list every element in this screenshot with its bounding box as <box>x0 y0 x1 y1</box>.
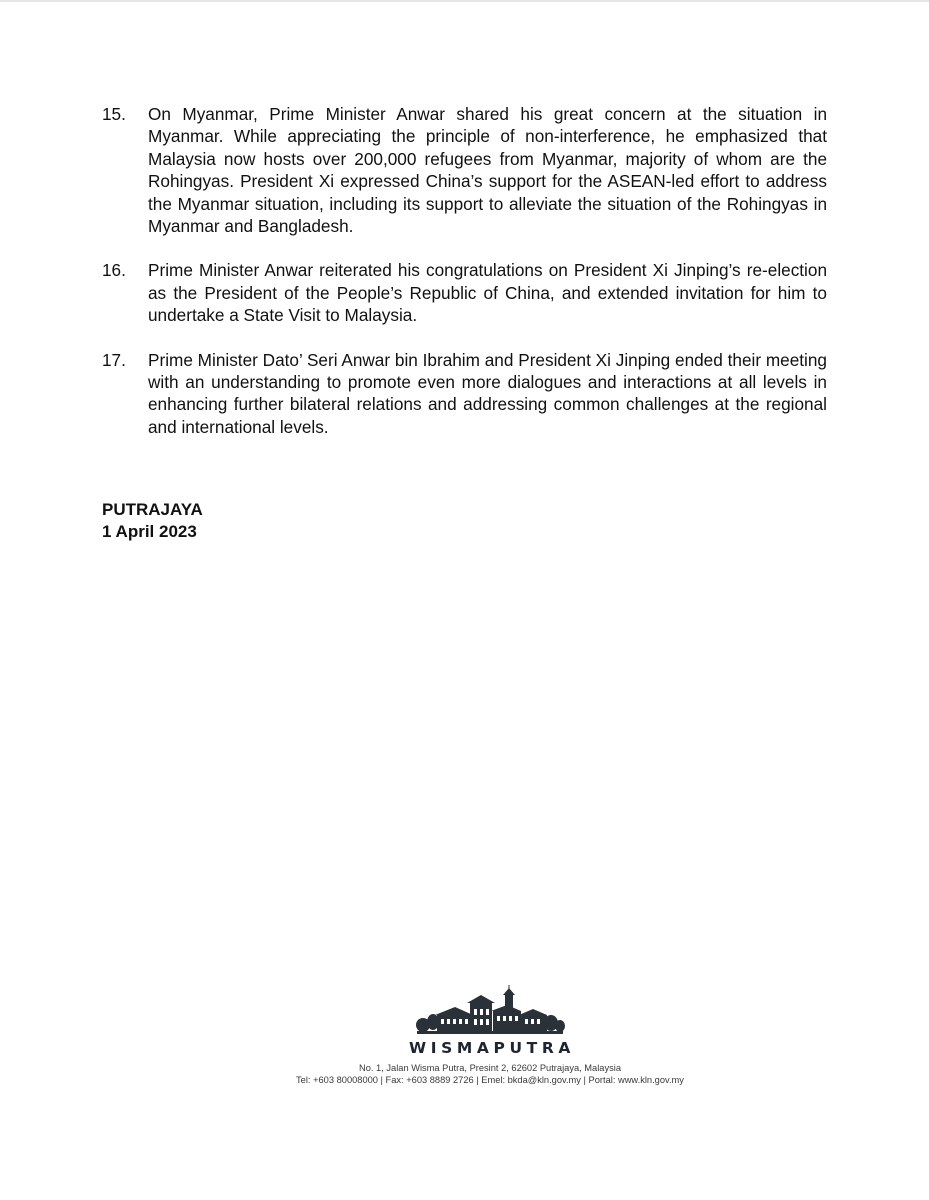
paragraph-16 <box>102 259 827 326</box>
paragraph-text: On Myanmar, Prime Minister Anwar shared his great concern at the situation in Myanmar. While appreciating the principle of non-interference, he emphasized that Malaysia now hosts over 200,000 refugees from Myanmar, majority of whom are the Rohingyas. President Xi expressed China’s support for the ASEAN-led effort to address the Myanmar situation, including its support to alleviate the situation of the Rohingyas in Myanmar and Bangladesh. <box>148 104 827 237</box>
paragraph-number: 17. <box>102 349 126 370</box>
paragraph-17 <box>102 349 827 439</box>
paragraph-number: 16. <box>102 260 126 281</box>
paragraph-15 <box>102 103 827 237</box>
footer-address: No. 1, Jalan Wisma Putra, Presint 2, 62602 Putrajaya, Malaysia <box>359 1063 621 1073</box>
paragraph-text: Prime Minister Dato’ Seri Anwar bin Ibrahim and President Xi Jinping ended their meeting with an understanding to promote even more dialogues and interactions at all levels in enhancing further bilateral relations and addressing common challenges at the regional and international levels. <box>148 349 827 437</box>
paragraph-text: Prime Minister Anwar reiterated his congratulations on President Xi Jinping’s re-election as the President of the People’s Republic of China, and extended invitation for him to undertake a State Visit to Malaysia. <box>148 260 827 326</box>
page-top-border <box>0 0 929 2</box>
signoff-date: 1 April 2023 <box>102 522 197 541</box>
signoff-block <box>102 499 203 543</box>
letterhead-footer <box>200 985 780 1086</box>
signoff-place: PUTRAJAYA <box>102 500 203 519</box>
document-body <box>102 103 827 460</box>
paragraph-number: 15. <box>102 104 126 124</box>
footer-contact: Tel: +603 80008000 | Fax: +603 8889 2726 | Emel: bkda@kln.gov.my | Portal: www.kln.gov.my <box>296 1075 684 1085</box>
brand-name: WISMAPUTRA <box>409 1039 575 1057</box>
wisma-putra-building-icon <box>415 985 565 1037</box>
